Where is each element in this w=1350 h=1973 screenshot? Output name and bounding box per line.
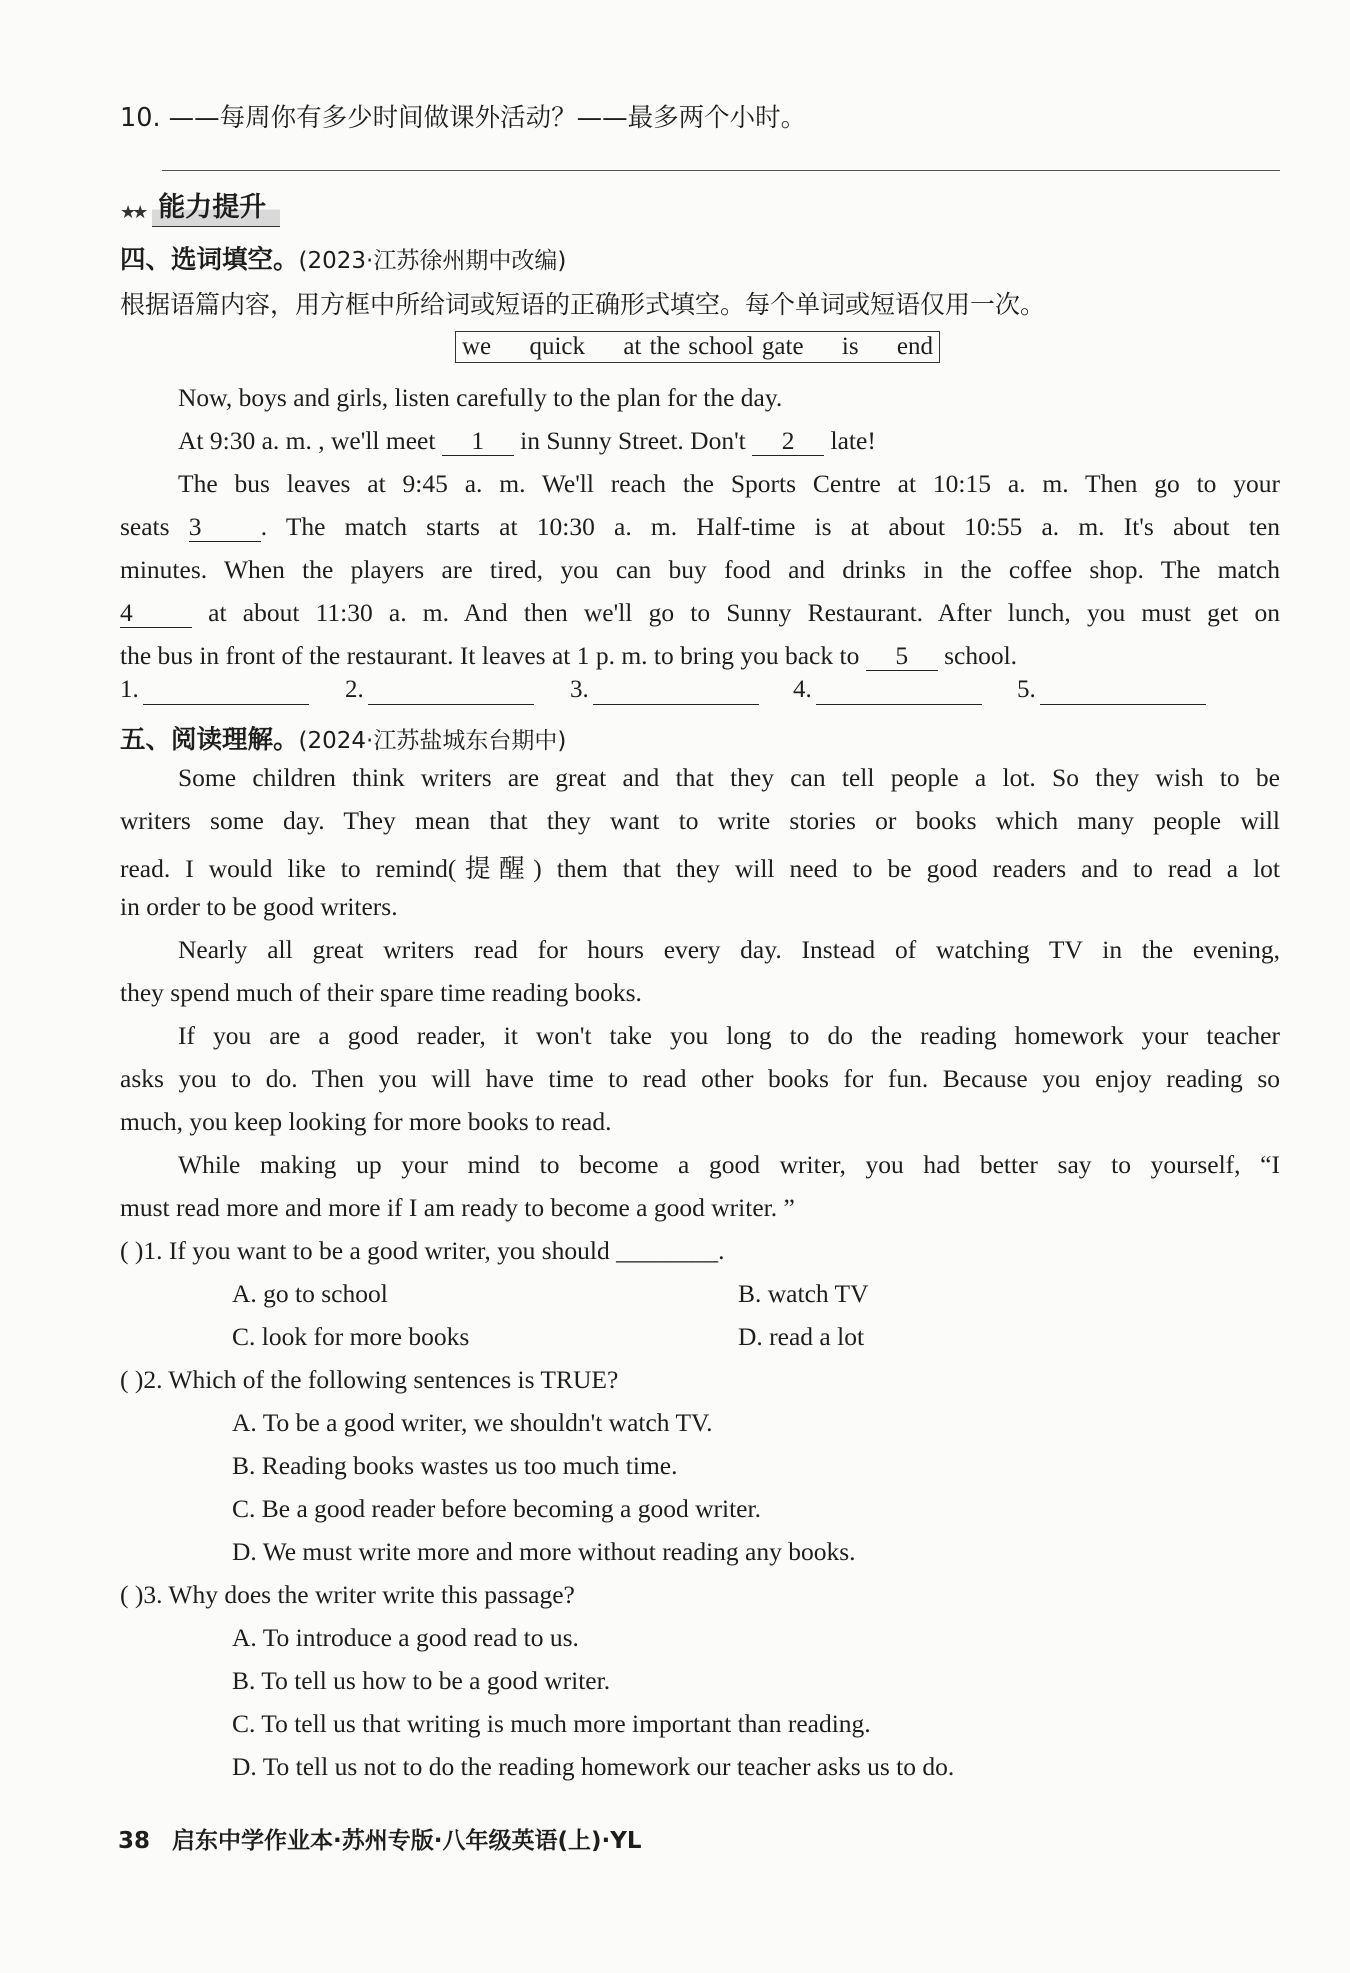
- answer-slot-5[interactable]: [1017, 676, 1206, 705]
- section-title: 能力提升: [152, 185, 280, 227]
- passage5-line: If you are a good reader, it won't take you long to do the reading homework your teacher: [178, 1021, 1280, 1050]
- part5-title: 五、阅读理解。: [120, 725, 299, 755]
- passage4-line: The bus leaves at 9:45 a. m. We'll reach the Sports Centre at 10:15 a. m. Then go to your: [178, 469, 1280, 498]
- passage5-line: must read more and more if I am ready to become a good writer. ”: [120, 1193, 795, 1222]
- stars-icon: ★★: [120, 202, 145, 222]
- passage-text: seats: [120, 512, 189, 541]
- answer-slot-1[interactable]: [120, 676, 309, 705]
- blank-3: 3: [189, 513, 261, 542]
- part4-instruction: 根据语篇内容，用方框中所给词或短语的正确形式填空。每个单词或短语仅用一次。: [120, 290, 1046, 319]
- q1-option-a[interactable]: A. go to school: [232, 1279, 388, 1308]
- answer-label: 5.: [1017, 676, 1036, 703]
- q3-option-b[interactable]: B. To tell us how to be a good writer.: [232, 1666, 611, 1695]
- q3-option-d[interactable]: D. To tell us not to do the reading homework our teacher asks us to do.: [232, 1752, 955, 1781]
- page-number: 38: [118, 1828, 151, 1854]
- question-10: 10. ——每周你有多少时间做课外活动？——最多两个小时。: [120, 103, 807, 133]
- passage5-line: read. I would like to remind(提醒) them that they will need to be good readers and to read a lot: [120, 854, 1280, 883]
- q1-option-b[interactable]: B. watch TV: [738, 1279, 869, 1308]
- passage4-line: [120, 426, 1280, 456]
- passage-text: late!: [824, 426, 876, 455]
- answer-label: 2.: [345, 676, 364, 703]
- question-1-stem: ( )1. If you want to be a good writer, you should ________.: [120, 1236, 725, 1265]
- passage5-line: asks you to do. Then you will have time to read other books for fun. Because you enjoy reading so: [120, 1064, 1280, 1093]
- word-option: is: [841, 333, 859, 360]
- passage5-line: in order to be good writers.: [120, 892, 398, 921]
- passage-text: . The match starts at 10:30 a. m. Half-time is at about 10:55 a. m. It's about ten: [260, 512, 1280, 541]
- answer-line[interactable]: [143, 676, 309, 705]
- passage4-line: Now, boys and girls, listen carefully to the plan for the day.: [178, 383, 783, 412]
- q2-option-d[interactable]: D. We must write more and more without reading any books.: [232, 1537, 856, 1566]
- passage-text: in Sunny Street. Don't: [513, 426, 753, 455]
- answer-line[interactable]: [368, 676, 534, 705]
- passage5-line: writers some day. They mean that they want to write stories or books which many people will: [120, 806, 1280, 835]
- answer-line[interactable]: [816, 676, 982, 705]
- answer-slot-2[interactable]: [345, 676, 534, 705]
- section-divider: [162, 170, 1280, 171]
- blank-1: 1: [442, 427, 514, 456]
- passage-text: school.: [937, 641, 1018, 670]
- book-title: 启东中学作业本·苏州专版·八年级英语(上)·YL: [172, 1828, 642, 1854]
- word-option: quick: [529, 333, 586, 360]
- answer-line[interactable]: [1040, 676, 1206, 705]
- blank-4: 4: [120, 599, 192, 628]
- q1-option-c[interactable]: C. look for more books: [232, 1322, 470, 1351]
- word-option: we: [462, 333, 492, 360]
- q2-option-b[interactable]: B. Reading books wastes us too much time.: [232, 1451, 678, 1480]
- blank-2: 2: [752, 427, 824, 456]
- part4-source: (2023·江苏徐州期中改编): [298, 248, 567, 274]
- word-option: at the school gate: [623, 333, 804, 360]
- q2-option-c[interactable]: C. Be a good reader before becoming a good writer.: [232, 1494, 761, 1523]
- answer-slot-4[interactable]: [793, 676, 982, 705]
- passage4-line: [120, 598, 1280, 628]
- q2-option-a[interactable]: A. To be a good writer, we shouldn't watch TV.: [232, 1408, 713, 1437]
- passage4-line: [120, 512, 1280, 542]
- passage5-line: While making up your mind to become a good writer, you had better say to yourself, “I: [178, 1150, 1280, 1179]
- answer-slot-3[interactable]: [570, 676, 759, 705]
- passage5-line: much, you keep looking for more books to read.: [120, 1107, 612, 1136]
- answer-lines: [120, 676, 1280, 712]
- passage-text: at about 11:30 a. m. And then we'll go to Sunny Restaurant. After lunch, you must get on: [192, 598, 1280, 627]
- page-footer: [118, 1822, 642, 1855]
- answer-label: 3.: [570, 676, 589, 703]
- section-header: [120, 185, 280, 227]
- q3-option-c[interactable]: C. To tell us that writing is much more important than reading.: [232, 1709, 871, 1738]
- passage4-line: minutes. When the players are tired, you can buy food and drinks in the coffee shop. The match: [120, 555, 1280, 584]
- word-option: end: [896, 333, 933, 360]
- part5-heading: [120, 720, 1280, 756]
- q1-option-d[interactable]: D. read a lot: [738, 1322, 865, 1351]
- word-box: [455, 331, 940, 363]
- part4-title: 四、选词填空。: [120, 245, 299, 275]
- passage4-line: [120, 641, 1280, 671]
- answer-label: 1.: [120, 676, 139, 703]
- passage5-line: Some children think writers are great and that they can tell people a lot. So they wish to be: [178, 763, 1280, 792]
- question-2-stem: ( )2. Which of the following sentences is TRUE?: [120, 1365, 619, 1394]
- q3-option-a[interactable]: A. To introduce a good read to us.: [232, 1623, 579, 1652]
- passage-text: the bus in front of the restaurant. It leaves at 1 p. m. to bring you back to: [120, 641, 866, 670]
- question-3-stem: ( )3. Why does the writer write this passage?: [120, 1580, 575, 1609]
- blank-5: 5: [866, 642, 938, 671]
- passage-text: At 9:30 a. m. , we'll meet: [178, 426, 442, 455]
- part5-source: (2024·江苏盐城东台期中): [298, 728, 567, 754]
- answer-label: 4.: [793, 676, 812, 703]
- answer-line[interactable]: [593, 676, 759, 705]
- part4-heading: [120, 240, 1280, 276]
- passage5-line: Nearly all great writers read for hours every day. Instead of watching TV in the evening,: [178, 935, 1280, 964]
- passage5-line: they spend much of their spare time reading books.: [120, 978, 642, 1007]
